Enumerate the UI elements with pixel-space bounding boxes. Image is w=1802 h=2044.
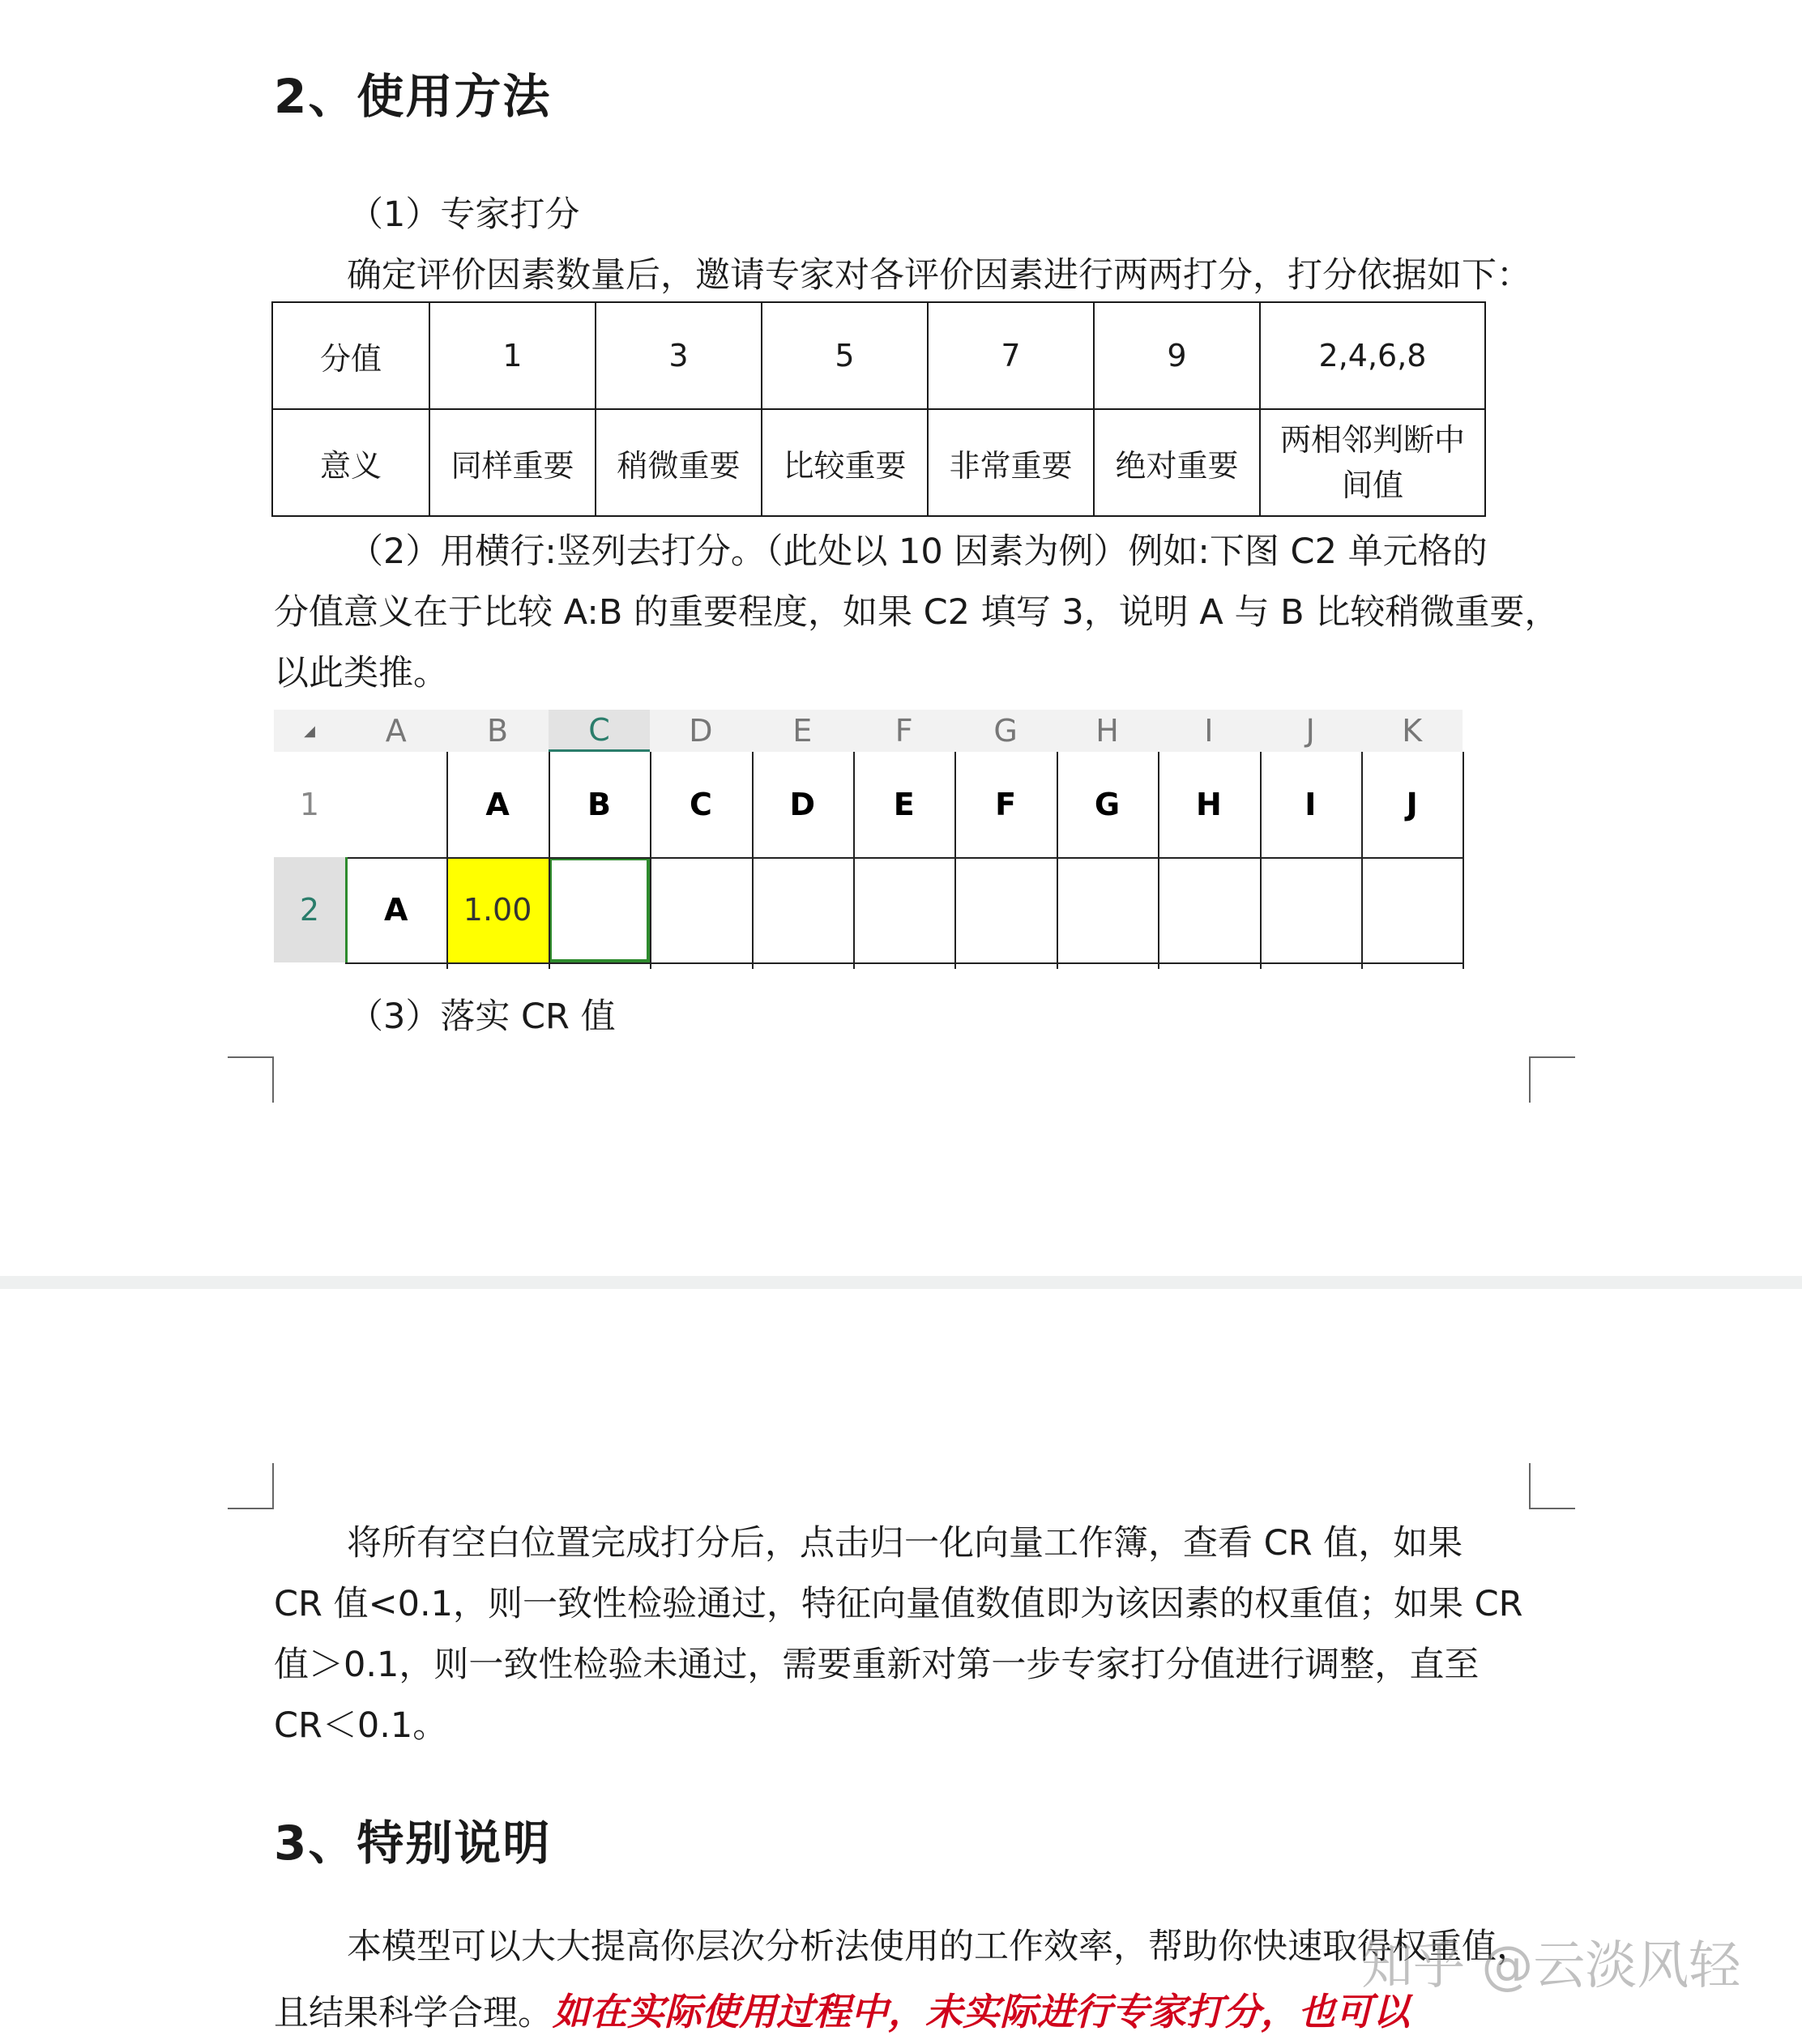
step-2-line-3: 以此类推。 bbox=[274, 653, 448, 693]
spreadsheet-cell: C bbox=[689, 787, 712, 822]
table-cell: 5 bbox=[762, 302, 928, 409]
column-header: F bbox=[853, 710, 954, 752]
section-3-highlight-text: 如在实际使用过程中，未实际进行专家打分，也可以 bbox=[553, 1990, 1410, 2033]
spreadsheet-cell bbox=[954, 857, 1056, 962]
section-2-heading: 2、使用方法 bbox=[274, 69, 552, 124]
page-corner-mark bbox=[1529, 1463, 1575, 1509]
grid-line bbox=[752, 752, 754, 969]
grid-line bbox=[1361, 752, 1363, 969]
spreadsheet-cell bbox=[650, 857, 751, 962]
table-cell: 同样重要 bbox=[429, 409, 596, 516]
spreadsheet-cell bbox=[752, 857, 853, 962]
table-cell: 9 bbox=[1094, 302, 1260, 409]
spreadsheet-cell: 1.00 bbox=[446, 857, 548, 962]
section-3-heading: 3、特别说明 bbox=[274, 1816, 552, 1871]
spreadsheet-cell bbox=[1158, 857, 1259, 962]
spreadsheet-cell: J bbox=[1406, 787, 1418, 822]
step-2-line-1: （2）用横行:竖列去打分。（此处以 10 因素为例）例如:下图 C2 单元格的 bbox=[348, 531, 1488, 572]
spreadsheet-cell: E bbox=[893, 787, 915, 822]
column-header: J bbox=[1260, 710, 1361, 752]
spreadsheet-cell: G bbox=[1094, 787, 1121, 822]
cr-line-1: 将所有空白位置完成打分后，点击归一化向量工作簿，查看 CR 值，如果 bbox=[347, 1523, 1463, 1564]
scoring-scale-table bbox=[271, 301, 1486, 517]
row-header: 1 bbox=[274, 752, 345, 857]
column-header: G bbox=[954, 710, 1056, 752]
cr-line-3: 值＞0.1，则一致性检验未通过，需要重新对第一步专家打分值进行调整，直至 bbox=[274, 1645, 1480, 1685]
row-header: 2 bbox=[274, 857, 345, 962]
page-corner-mark bbox=[228, 1463, 274, 1509]
cr-line-4: CR＜0.1。 bbox=[274, 1705, 448, 1746]
scoring-intro: 确定评价因素数量后，邀请专家对各评价因素进行两两打分，打分依据如下： bbox=[347, 255, 1531, 296]
column-header: B bbox=[446, 710, 548, 752]
grid-line bbox=[853, 752, 855, 969]
table-cell: 稍微重要 bbox=[596, 409, 762, 516]
selection-border bbox=[345, 857, 348, 962]
step-3-label: （3）落实 CR 值 bbox=[348, 996, 616, 1037]
spreadsheet-example bbox=[274, 710, 1475, 967]
grid-line bbox=[1463, 752, 1464, 969]
column-header: H bbox=[1057, 710, 1158, 752]
table-cell: 分值 bbox=[272, 302, 429, 409]
grid-line bbox=[650, 752, 651, 969]
section-3-line-2 bbox=[274, 1982, 1410, 2044]
section-3-line-1: 本模型可以大大提高你层次分析法使用的工作效率，帮助你快速取得权重值， bbox=[347, 1927, 1531, 1967]
select-all-corner: ◢ bbox=[274, 710, 345, 752]
selected-cell bbox=[549, 857, 650, 962]
spreadsheet-cell bbox=[345, 752, 446, 857]
table-cell: 非常重要 bbox=[928, 409, 1094, 516]
column-header: E bbox=[752, 710, 853, 752]
step-1-label: （1）专家打分 bbox=[348, 194, 580, 235]
spreadsheet-cell bbox=[1057, 857, 1158, 962]
table-cell: 3 bbox=[596, 302, 762, 409]
spreadsheet-cell: I bbox=[1305, 787, 1317, 822]
grid-line bbox=[1158, 752, 1159, 969]
spreadsheet-cell: A bbox=[485, 787, 510, 822]
spreadsheet-cell: H bbox=[1195, 787, 1222, 822]
column-header: K bbox=[1361, 710, 1463, 752]
spreadsheet-cell bbox=[1260, 857, 1361, 962]
watermark: 知乎 @云淡风轻 bbox=[1361, 1936, 1741, 1996]
table-cell: 1 bbox=[429, 302, 596, 409]
spreadsheet-cell: B bbox=[587, 787, 611, 822]
table-cell: 两相邻判断中间值 bbox=[1260, 409, 1485, 516]
grid-line bbox=[1260, 752, 1262, 969]
spreadsheet-cell: D bbox=[789, 787, 816, 822]
spreadsheet-cell bbox=[1361, 857, 1463, 962]
table-cell: 7 bbox=[928, 302, 1094, 409]
grid-line bbox=[345, 962, 1463, 964]
grid-line bbox=[1057, 752, 1058, 969]
grid-line bbox=[954, 752, 956, 969]
page-corner-mark bbox=[228, 1056, 274, 1103]
table-cell: 2,4,6,8 bbox=[1260, 302, 1485, 409]
grid-line bbox=[549, 752, 550, 969]
column-header: C bbox=[549, 710, 650, 752]
table-cell: 比较重要 bbox=[762, 409, 928, 516]
page-corner-mark bbox=[1529, 1056, 1575, 1103]
page-separator bbox=[0, 1276, 1802, 1289]
spreadsheet-cell: F bbox=[995, 787, 1017, 822]
step-2-line-2: 分值意义在于比较 A:B 的重要程度，如果 C2 填写 3，说明 A 与 B 比较稍微重要， bbox=[274, 592, 1560, 633]
column-header: A bbox=[345, 710, 446, 752]
section-3-line-2-text: 且结果科学合理。 bbox=[274, 1993, 553, 2033]
grid-line bbox=[345, 857, 1463, 859]
table-cell: 意义 bbox=[272, 409, 429, 516]
column-header: I bbox=[1158, 710, 1259, 752]
cr-line-2: CR 值<0.1，则一致性检验通过，特征向量值数值即为该因素的权重值；如果 CR bbox=[274, 1584, 1523, 1624]
column-header: D bbox=[650, 710, 751, 752]
spreadsheet-cell bbox=[853, 857, 954, 962]
spreadsheet-cell: A bbox=[383, 892, 408, 928]
table-cell: 绝对重要 bbox=[1094, 409, 1260, 516]
